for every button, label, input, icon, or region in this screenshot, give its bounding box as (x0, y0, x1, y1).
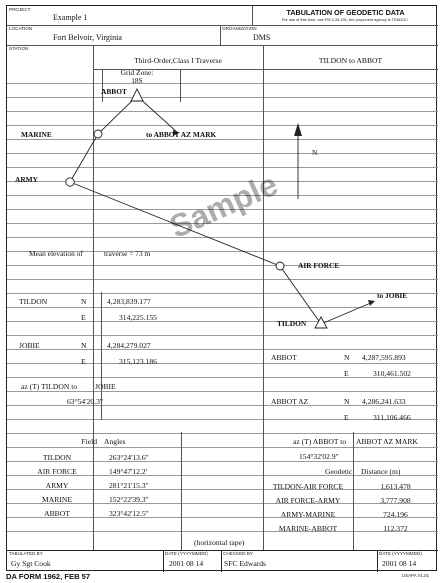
az-mark-label: to ABBOT AZ MARK (146, 130, 217, 139)
angle-value[interactable]: 149°47'12.2' (109, 467, 148, 476)
jobie-arrow-icon (368, 300, 375, 306)
left-coord-name-1: TILDON (19, 297, 48, 306)
distance-leg: ARMY-MARINE (280, 510, 336, 519)
angles-header-b: Angles (104, 437, 126, 446)
az-tildon-value[interactable]: 63°54'20.3" (67, 397, 103, 406)
distance-value[interactable]: 724.196 (383, 510, 408, 519)
tabulated-by-label: TABULATED BY (9, 551, 43, 556)
distance-value[interactable]: 112.372 (383, 524, 408, 533)
distances-header-b: Distance (m) (361, 467, 401, 476)
date-label-1: DATE (YYYYMMDD) (165, 551, 208, 556)
right-coord-axis-1: N (344, 353, 350, 362)
station-army-label: ARMY (15, 175, 38, 184)
left-coord-axis-2: E (81, 313, 86, 322)
angles-header-a: Field (81, 437, 97, 446)
line-tildon-jobie (321, 302, 373, 324)
left-coord-value-2[interactable]: 314,225.155 (119, 313, 157, 322)
angle-station: AIR FORCE (37, 467, 77, 476)
sample-watermark: Sample (164, 165, 283, 246)
left-coord-value-3[interactable]: 4,284,279.027 (107, 341, 151, 350)
distances-header-a: Geodetic (325, 467, 353, 476)
distance-leg: AIR FORCE-ARMY (275, 496, 341, 505)
jobie-direction-label: to JOBIE (377, 291, 408, 300)
angle-value[interactable]: 323°42'12.5" (109, 509, 149, 518)
left-coord-value-4[interactable]: 315,123.186 (119, 357, 157, 366)
divider (377, 550, 378, 572)
left-coord-name-3: JOBIE (19, 341, 40, 350)
station-label: STATION (9, 46, 29, 51)
version-label: USAPA V1.01 (402, 573, 430, 578)
date-value-1[interactable]: 2001 08 14 (169, 559, 204, 568)
right-coord-value-2[interactable]: 310,461.502 (373, 369, 411, 378)
left-coord-axis-4: E (81, 357, 86, 366)
az-abbot-label-a: az (T) ABBOT to (293, 437, 347, 446)
geodetic-data-form (6, 5, 437, 571)
right-coord-value-1[interactable]: 4,287,595.893 (362, 353, 406, 362)
marine-station-icon (94, 130, 102, 138)
project-value[interactable]: Example 1 (53, 13, 88, 22)
angle-station: ARMY (45, 481, 69, 490)
station-marine-label: MARINE (21, 130, 52, 139)
right-coord-name-1: ABBOT (271, 353, 297, 362)
tabulated-by-value[interactable]: Gy Sgt Cook (11, 559, 51, 568)
mean-elevation-label: Mean elevation of (29, 249, 83, 258)
date-label-2: DATE (YYYYMMDD) (379, 551, 422, 556)
form-title: TABULATION OF GEODETIC DATA (286, 8, 405, 17)
date-value-2[interactable]: 2001 08 14 (382, 559, 417, 568)
divider (163, 550, 164, 572)
form-number: DA FORM 1962, FEB 57 (6, 572, 91, 581)
left-column-header: Third-Order,Class I Traverse (134, 56, 222, 65)
distance-value[interactable]: 1,613.478 (380, 482, 411, 491)
az-tildon-label-a: az (T) TILDON to (21, 382, 78, 391)
form-subtitle: For use of this form, see FM 3-34.331; the proponent agency is TRADOC. (281, 17, 410, 22)
abbot-triangle-icon (131, 89, 143, 101)
checked-by-label: CHECKED BY (223, 551, 253, 556)
right-coord-axis-3: N (344, 397, 350, 406)
location-label: LOCATION (9, 26, 33, 31)
leg-abbot-marine (98, 96, 137, 134)
station-tildon-label: TILDON (277, 319, 307, 328)
right-column-header: TILDON to ABBOT (318, 56, 383, 65)
angle-value[interactable]: 281°21'15.3" (109, 481, 149, 490)
right-coord-value-3[interactable]: 4,286,241.633 (362, 397, 406, 406)
north-arrow-icon (294, 123, 302, 136)
organization-value[interactable]: DMS (253, 33, 271, 42)
az-abbot-value[interactable]: 154°32'02.9" (299, 452, 339, 461)
station-abbot-label: ABBOT (101, 87, 127, 96)
right-coord-axis-2: E (344, 369, 349, 378)
left-coord-value-1[interactable]: 4,283,839.177 (107, 297, 151, 306)
az-tildon-label-b: JOBIE (95, 382, 116, 391)
leg-airforce-tildon (280, 266, 321, 324)
north-label: N (312, 148, 318, 157)
distance-value[interactable]: 3,777.908 (380, 496, 411, 505)
angle-value[interactable]: 152°22'39.3" (109, 495, 149, 504)
army-station-icon (66, 178, 74, 186)
right-coord-name-3: ABBOT AZ (271, 397, 309, 406)
distance-leg: MARINE-ABBOT (278, 524, 338, 533)
project-label: PROJECT (9, 7, 31, 12)
right-coord-value-4[interactable]: 311,106.466 (373, 413, 411, 422)
az-abbot-label-b: ABBOT AZ MARK (356, 437, 418, 446)
divider (221, 550, 222, 572)
angle-station: ABBOT (44, 509, 70, 518)
distance-leg: TILDON-AIR FORCE (272, 482, 344, 491)
leg-marine-army (70, 134, 98, 182)
horizontal-tape-note: (horizontal tape) (194, 538, 245, 547)
angle-value[interactable]: 263°24'13.6" (109, 453, 149, 462)
mean-elevation-value: traverse = 73 m (104, 249, 151, 258)
location-value[interactable]: Fort Belvoir, Virginia (53, 33, 122, 42)
left-coord-axis-3: N (81, 341, 87, 350)
checked-by-value[interactable]: SFC Edwards (224, 559, 266, 568)
angle-station: MARINE (42, 495, 72, 504)
left-coord-axis-1: N (81, 297, 87, 306)
angle-station: TILDON (42, 453, 72, 462)
station-airforce-label: AIR FORCE (298, 261, 340, 270)
line-abbot-azmark (137, 96, 178, 133)
airforce-station-icon (276, 262, 284, 270)
right-coord-axis-4: E (344, 413, 349, 422)
grid-zone-value: 18S (131, 76, 143, 85)
grid-zone-label: Grid Zone: (120, 68, 154, 77)
organization-label: ORGANIZATION (222, 26, 257, 31)
